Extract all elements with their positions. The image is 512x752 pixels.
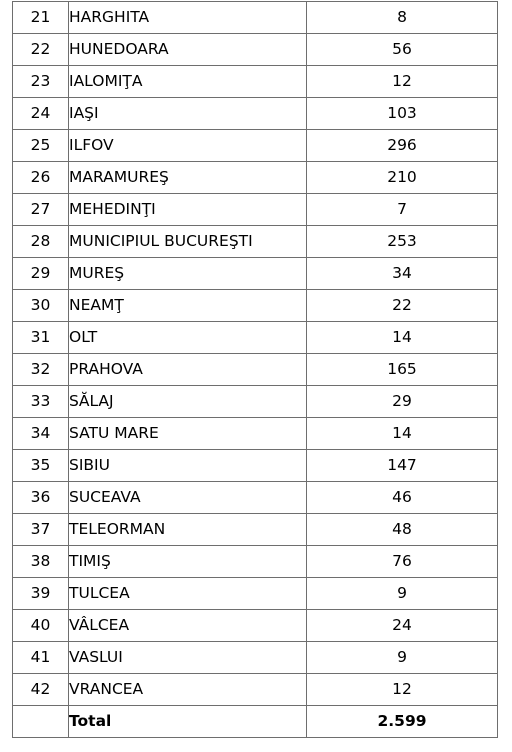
county-name-cell: TELEORMAN — [69, 514, 307, 546]
case-count-cell: 76 — [307, 546, 498, 578]
table-row — [13, 194, 498, 226]
county-name-cell: SIBIU — [69, 450, 307, 482]
row-number-cell: 30 — [13, 290, 69, 322]
county-name-cell: SUCEAVA — [69, 482, 307, 514]
row-number-cell: 22 — [13, 34, 69, 66]
row-number-cell: 35 — [13, 450, 69, 482]
county-name-cell: OLT — [69, 322, 307, 354]
table-row — [13, 514, 498, 546]
case-count-cell: 7 — [307, 194, 498, 226]
case-count-cell: 48 — [307, 514, 498, 546]
county-name-cell: ILFOV — [69, 130, 307, 162]
row-number-cell: 26 — [13, 162, 69, 194]
county-name-cell: MUNICIPIUL BUCUREŞTI — [69, 226, 307, 258]
case-count-cell: 12 — [307, 66, 498, 98]
county-name-cell: HUNEDOARA — [69, 34, 307, 66]
table-row — [13, 674, 498, 706]
table-body — [13, 2, 498, 738]
case-count-cell: 147 — [307, 450, 498, 482]
table-row — [13, 642, 498, 674]
table-row — [13, 482, 498, 514]
table-row — [13, 2, 498, 34]
county-name-cell: MEHEDINŢI — [69, 194, 307, 226]
total-row — [13, 706, 498, 738]
county-name-cell: VÂLCEA — [69, 610, 307, 642]
table-row — [13, 226, 498, 258]
case-count-cell: 103 — [307, 98, 498, 130]
case-count-cell: 296 — [307, 130, 498, 162]
case-count-cell: 9 — [307, 642, 498, 674]
case-count-cell: 34 — [307, 258, 498, 290]
row-number-cell: 38 — [13, 546, 69, 578]
case-count-cell: 210 — [307, 162, 498, 194]
table-row — [13, 578, 498, 610]
table-row — [13, 546, 498, 578]
case-count-cell: 14 — [307, 322, 498, 354]
total-num-cell — [13, 706, 69, 738]
row-number-cell: 34 — [13, 418, 69, 450]
table-row — [13, 450, 498, 482]
table-row — [13, 354, 498, 386]
table-row — [13, 98, 498, 130]
total-label-cell: Total — [69, 706, 307, 738]
row-number-cell: 29 — [13, 258, 69, 290]
case-count-cell: 56 — [307, 34, 498, 66]
row-number-cell: 24 — [13, 98, 69, 130]
row-number-cell: 21 — [13, 2, 69, 34]
table-row — [13, 610, 498, 642]
county-name-cell: SATU MARE — [69, 418, 307, 450]
case-count-cell: 29 — [307, 386, 498, 418]
table-row — [13, 386, 498, 418]
row-number-cell: 37 — [13, 514, 69, 546]
row-number-cell: 41 — [13, 642, 69, 674]
row-number-cell: 32 — [13, 354, 69, 386]
row-number-cell: 40 — [13, 610, 69, 642]
county-name-cell: NEAMŢ — [69, 290, 307, 322]
table-row — [13, 130, 498, 162]
county-name-cell: IALOMIŢA — [69, 66, 307, 98]
county-name-cell: VRANCEA — [69, 674, 307, 706]
county-name-cell: TULCEA — [69, 578, 307, 610]
case-count-cell: 165 — [307, 354, 498, 386]
table-row — [13, 258, 498, 290]
county-cases-table — [12, 1, 498, 738]
case-count-cell: 22 — [307, 290, 498, 322]
row-number-cell: 31 — [13, 322, 69, 354]
row-number-cell: 25 — [13, 130, 69, 162]
county-name-cell: TIMIŞ — [69, 546, 307, 578]
case-count-cell: 9 — [307, 578, 498, 610]
row-number-cell: 42 — [13, 674, 69, 706]
table-row — [13, 418, 498, 450]
county-name-cell: MUREŞ — [69, 258, 307, 290]
table-row — [13, 290, 498, 322]
case-count-cell: 14 — [307, 418, 498, 450]
case-count-cell: 8 — [307, 2, 498, 34]
row-number-cell: 23 — [13, 66, 69, 98]
case-count-cell: 253 — [307, 226, 498, 258]
total-value-cell: 2.599 — [307, 706, 498, 738]
row-number-cell: 28 — [13, 226, 69, 258]
table-row — [13, 162, 498, 194]
table-row — [13, 322, 498, 354]
row-number-cell: 36 — [13, 482, 69, 514]
row-number-cell: 33 — [13, 386, 69, 418]
table-row — [13, 34, 498, 66]
case-count-cell: 46 — [307, 482, 498, 514]
table-row — [13, 66, 498, 98]
case-count-cell: 24 — [307, 610, 498, 642]
county-name-cell: PRAHOVA — [69, 354, 307, 386]
county-name-cell: SĂLAJ — [69, 386, 307, 418]
row-number-cell: 39 — [13, 578, 69, 610]
row-number-cell: 27 — [13, 194, 69, 226]
county-name-cell: VASLUI — [69, 642, 307, 674]
county-name-cell: MARAMUREŞ — [69, 162, 307, 194]
case-count-cell: 12 — [307, 674, 498, 706]
county-name-cell: IAŞI — [69, 98, 307, 130]
county-name-cell: HARGHITA — [69, 2, 307, 34]
